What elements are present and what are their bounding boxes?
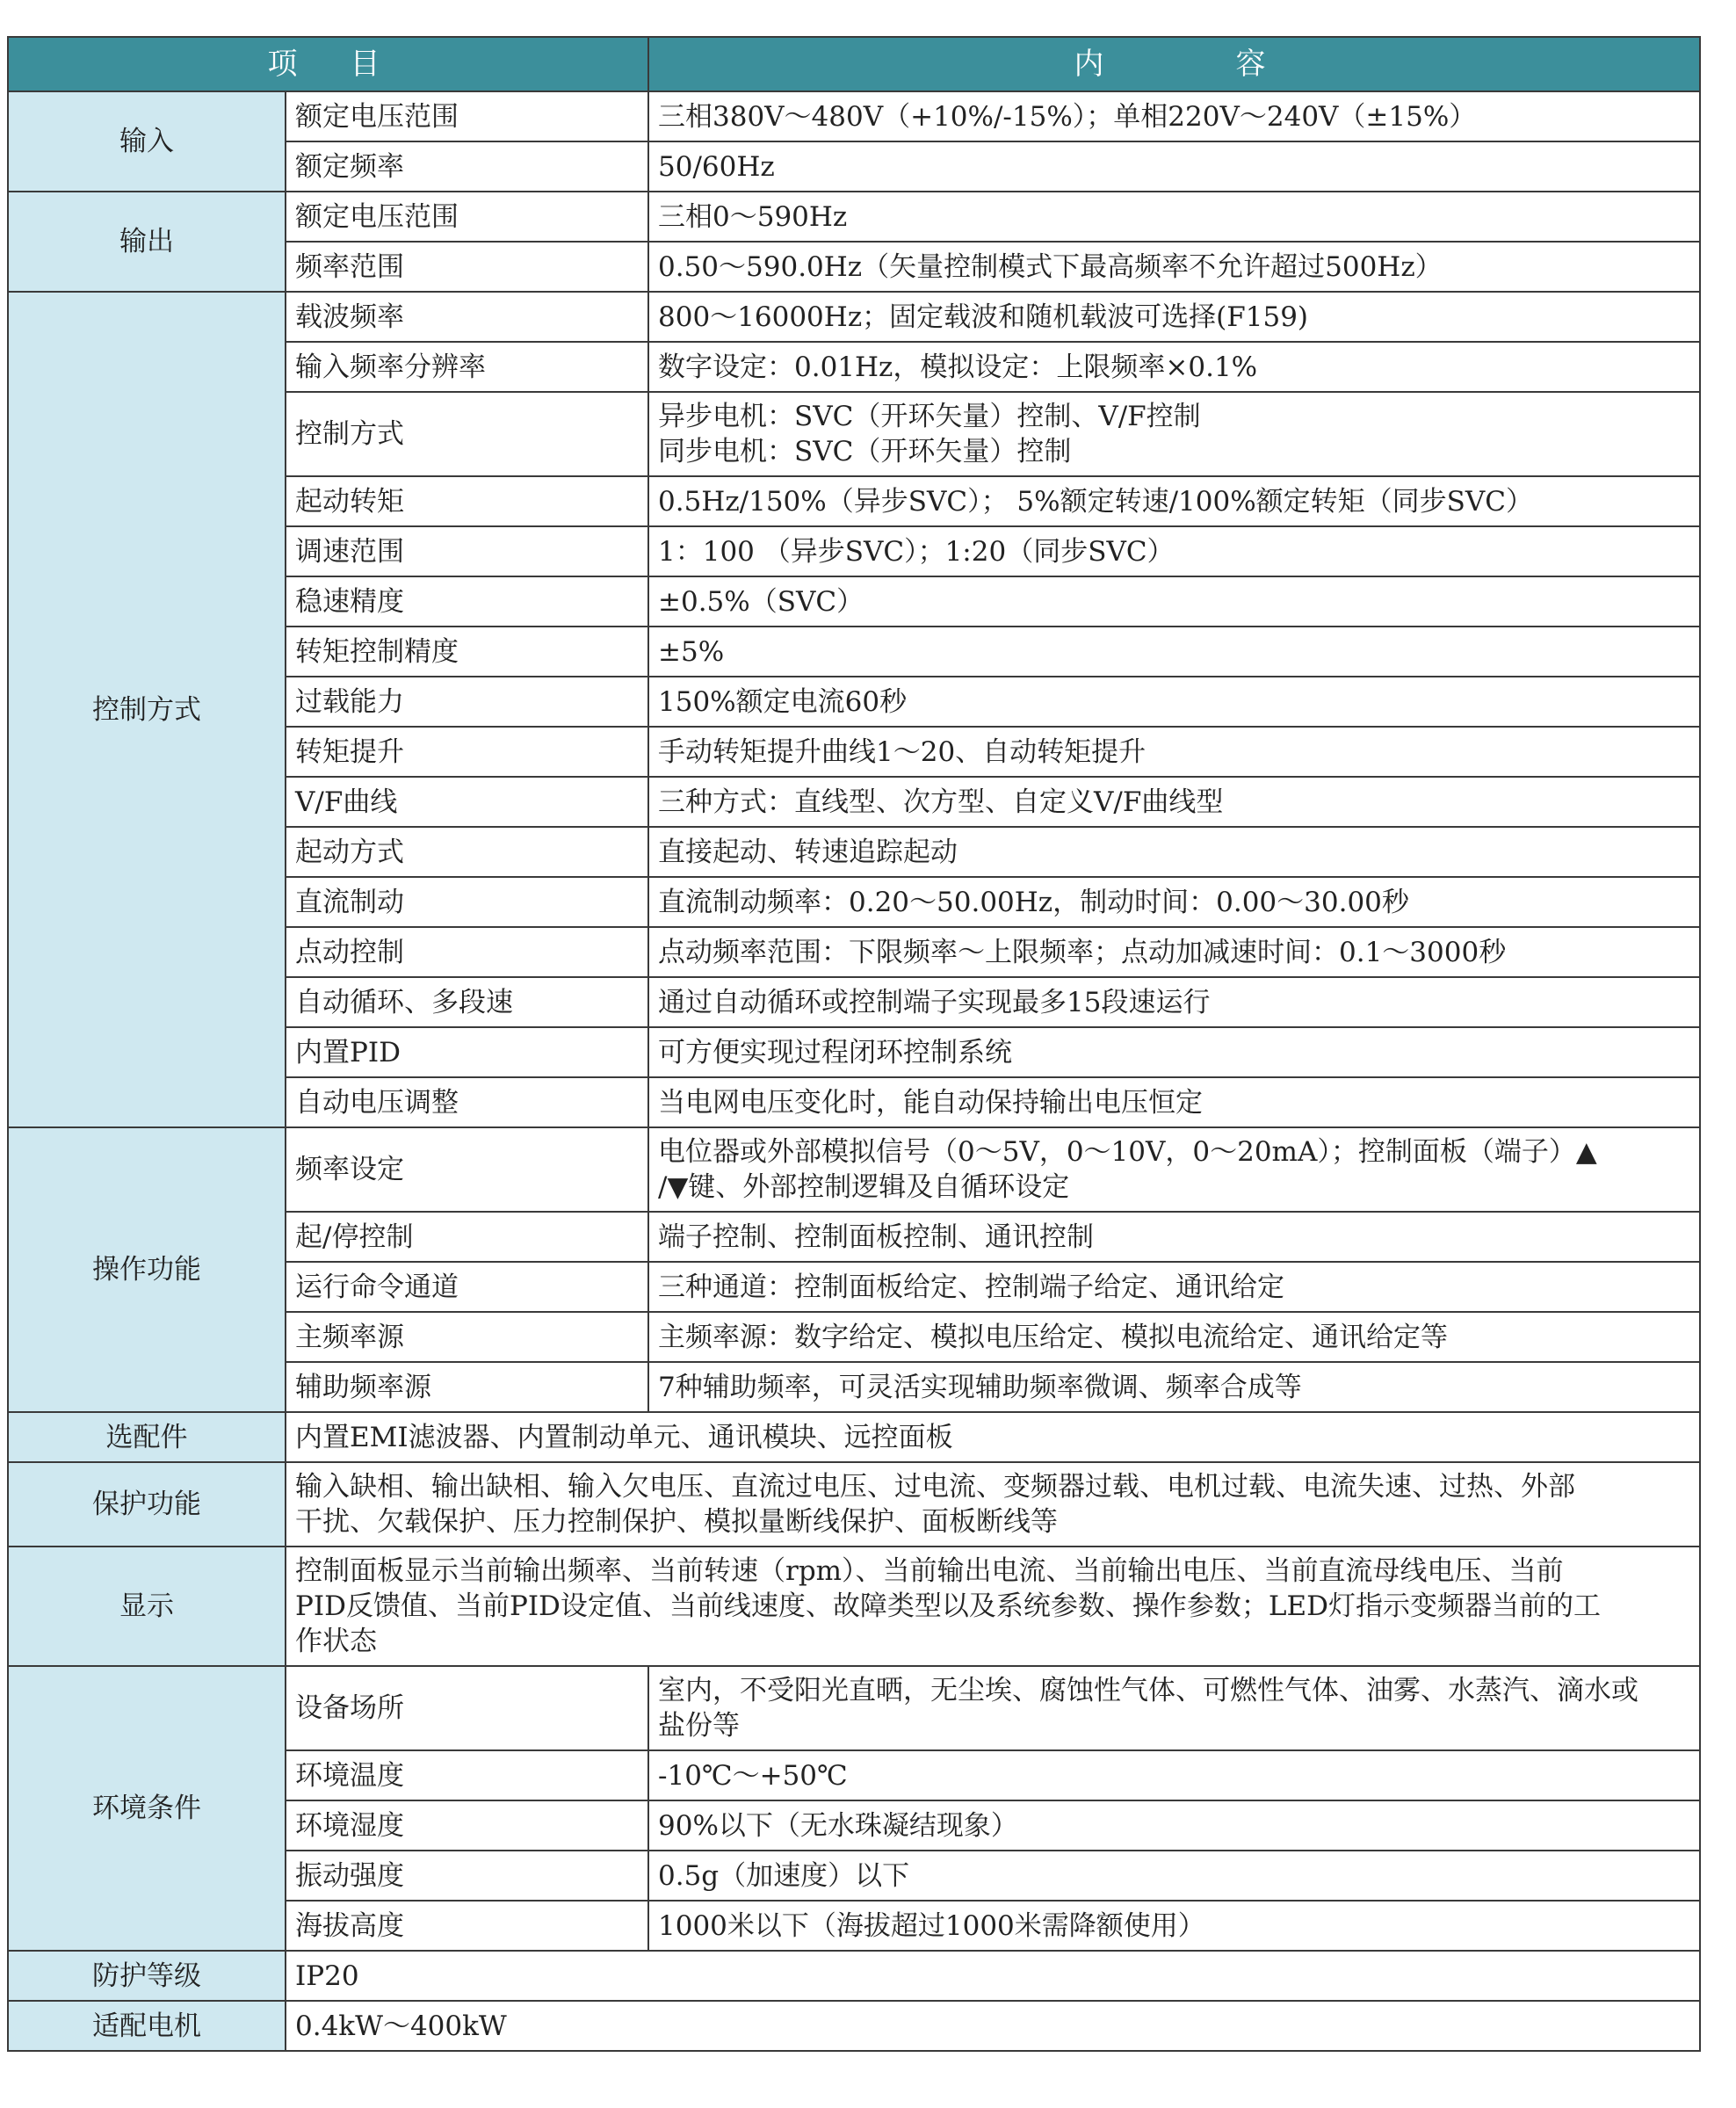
item-value: 当电网电压变化时，能自动保持输出电压恒定 bbox=[648, 1077, 1700, 1127]
item-value: 0.5g（加速度）以下 bbox=[648, 1851, 1700, 1901]
item-value: 直流制动频率：0.20～50.00Hz，制动时间：0.00～30.00秒 bbox=[648, 877, 1700, 927]
item-value bbox=[648, 392, 1700, 476]
category-options: 选配件 bbox=[8, 1412, 286, 1462]
item-label: 过载能力 bbox=[286, 677, 648, 727]
item-value: 800～16000Hz；固定载波和随机载波可选择(F159) bbox=[648, 292, 1700, 342]
item-value bbox=[286, 1547, 1700, 1666]
item-value: 50/60Hz bbox=[648, 141, 1700, 192]
item-value: 通过自动循环或控制端子实现最多15段速运行 bbox=[648, 977, 1700, 1027]
item-label: 稳速精度 bbox=[286, 576, 648, 627]
item-label: V/F曲线 bbox=[286, 777, 648, 827]
item-label: 点动控制 bbox=[286, 927, 648, 977]
value-line: 输入缺相、输出缺相、输入欠电压、直流过电压、过电流、变频器过载、电机过载、电流失速、过热、外部 bbox=[295, 1471, 1575, 1503]
item-label: 频率范围 bbox=[286, 242, 648, 292]
item-label: 输入频率分辨率 bbox=[286, 342, 648, 392]
table-row bbox=[8, 91, 1700, 141]
item-label: 转矩控制精度 bbox=[286, 627, 648, 677]
item-value bbox=[648, 1127, 1700, 1212]
category-motor: 适配电机 bbox=[8, 2001, 286, 2051]
header-content: 内容 bbox=[648, 37, 1700, 91]
table-row bbox=[8, 2001, 1700, 2051]
item-value: 7种辅助频率，可灵活实现辅助频率微调、频率合成等 bbox=[648, 1362, 1700, 1412]
category-input: 输入 bbox=[8, 91, 286, 192]
value-line: 干扰、欠载保护、压力控制保护、模拟量断线保护、面板断线等 bbox=[295, 1506, 1058, 1538]
item-label: 海拔高度 bbox=[286, 1901, 648, 1951]
item-label: 起/停控制 bbox=[286, 1212, 648, 1262]
category-control: 控制方式 bbox=[8, 292, 286, 1127]
item-value: 内置EMI滤波器、内置制动单元、通讯模块、远控面板 bbox=[286, 1412, 1700, 1462]
table-row bbox=[8, 1462, 1700, 1547]
item-value: 三种方式：直线型、次方型、自定义V/F曲线型 bbox=[648, 777, 1700, 827]
table-header bbox=[8, 37, 1700, 91]
item-value: 直接起动、转速追踪起动 bbox=[648, 827, 1700, 877]
item-label: 环境湿度 bbox=[286, 1800, 648, 1851]
item-value: 0.50～590.0Hz（矢量控制模式下最高频率不允许超过500Hz） bbox=[648, 242, 1700, 292]
item-value: IP20 bbox=[286, 1951, 1700, 2001]
item-value: 0.4kW～400kW bbox=[286, 2001, 1700, 2051]
item-value: 三种通道：控制面板给定、控制端子给定、通讯给定 bbox=[648, 1262, 1700, 1312]
header-item: 项目 bbox=[8, 37, 648, 91]
item-value: 150%额定电流60秒 bbox=[648, 677, 1700, 727]
item-label: 额定电压范围 bbox=[286, 192, 648, 242]
item-value: 端子控制、控制面板控制、通讯控制 bbox=[648, 1212, 1700, 1262]
item-label: 载波频率 bbox=[286, 292, 648, 342]
item-label: 环境温度 bbox=[286, 1750, 648, 1800]
table-row bbox=[8, 292, 1700, 342]
category-output: 输出 bbox=[8, 192, 286, 292]
value-line: 控制面板显示当前输出频率、当前转速（rpm）、当前输出电流、当前输出电压、当前直流母线电压、当前 bbox=[295, 1555, 1564, 1587]
item-value: ±0.5%（SVC） bbox=[648, 576, 1700, 627]
item-value bbox=[286, 1462, 1700, 1547]
table-row bbox=[8, 192, 1700, 242]
item-label: 运行命令通道 bbox=[286, 1262, 648, 1312]
item-label: 频率设定 bbox=[286, 1127, 648, 1212]
item-label: 控制方式 bbox=[286, 392, 648, 476]
item-label: 调速范围 bbox=[286, 526, 648, 576]
item-value: 点动频率范围：下限频率～上限频率；点动加减速时间：0.1～3000秒 bbox=[648, 927, 1700, 977]
category-protection: 保护功能 bbox=[8, 1462, 286, 1547]
item-value: 三相0～590Hz bbox=[648, 192, 1700, 242]
value-line: 室内，不受阳光直晒，无尘埃、腐蚀性气体、可燃性气体、油雾、水蒸汽、滴水或 bbox=[658, 1675, 1638, 1706]
item-value: 三相380V～480V（+10%/-15%）；单相220V～240V（±15%） bbox=[648, 91, 1700, 141]
item-value: ±5% bbox=[648, 627, 1700, 677]
item-label: 直流制动 bbox=[286, 877, 648, 927]
item-value: 可方便实现过程闭环控制系统 bbox=[648, 1027, 1700, 1077]
category-protection-class: 防护等级 bbox=[8, 1951, 286, 2001]
value-line: 异步电机：SVC（开环矢量）控制、V/F控制 bbox=[658, 401, 1201, 432]
item-value: 1000米以下（海拔超过1000米需降额使用） bbox=[648, 1901, 1700, 1951]
table-row bbox=[8, 1412, 1700, 1462]
item-label: 转矩提升 bbox=[286, 727, 648, 777]
table-row bbox=[8, 1666, 1700, 1750]
category-operation: 操作功能 bbox=[8, 1127, 286, 1412]
value-line: 同步电机：SVC（开环矢量）控制 bbox=[658, 436, 1072, 467]
item-label: 设备场所 bbox=[286, 1666, 648, 1750]
item-value: 手动转矩提升曲线1～20、自动转矩提升 bbox=[648, 727, 1700, 777]
item-label: 辅助频率源 bbox=[286, 1362, 648, 1412]
value-line: 电位器或外部模拟信号（0～5V，0～10V，0～20mA）；控制面板（端子）▲ bbox=[658, 1136, 1597, 1168]
value-line: 作状态 bbox=[295, 1626, 377, 1657]
item-label: 起动方式 bbox=[286, 827, 648, 877]
value-line: 盐份等 bbox=[658, 1710, 740, 1742]
item-value: -10℃～+50℃ bbox=[648, 1750, 1700, 1800]
item-label: 起动转矩 bbox=[286, 476, 648, 526]
table-row bbox=[8, 1547, 1700, 1666]
value-line: /▼键、外部控制逻辑及自循环设定 bbox=[658, 1171, 1070, 1203]
item-label: 额定频率 bbox=[286, 141, 648, 192]
item-label: 振动强度 bbox=[286, 1851, 648, 1901]
item-value: 主频率源：数字给定、模拟电压给定、模拟电流给定、通讯给定等 bbox=[648, 1312, 1700, 1362]
item-label: 自动电压调整 bbox=[286, 1077, 648, 1127]
item-label: 额定电压范围 bbox=[286, 91, 648, 141]
category-environment: 环境条件 bbox=[8, 1666, 286, 1951]
category-display: 显示 bbox=[8, 1547, 286, 1666]
item-value: 数字设定：0.01Hz，模拟设定：上限频率×0.1% bbox=[648, 342, 1700, 392]
table-row bbox=[8, 1951, 1700, 2001]
spec-table bbox=[7, 36, 1701, 2052]
item-label: 主频率源 bbox=[286, 1312, 648, 1362]
value-line: PID反馈值、当前PID设定值、当前线速度、故障类型以及系统参数、操作参数；LED灯指示变频器当前的工 bbox=[295, 1590, 1601, 1622]
item-label: 自动循环、多段速 bbox=[286, 977, 648, 1027]
item-value: 90%以下（无水珠凝结现象） bbox=[648, 1800, 1700, 1851]
item-value bbox=[648, 1666, 1700, 1750]
item-label: 内置PID bbox=[286, 1027, 648, 1077]
item-value: 1：100 （异步SVC）；1:20（同步SVC） bbox=[648, 526, 1700, 576]
table-row bbox=[8, 1127, 1700, 1212]
item-value: 0.5Hz/150%（异步SVC）； 5%额定转速/100%额定转矩（同步SVC） bbox=[648, 476, 1700, 526]
